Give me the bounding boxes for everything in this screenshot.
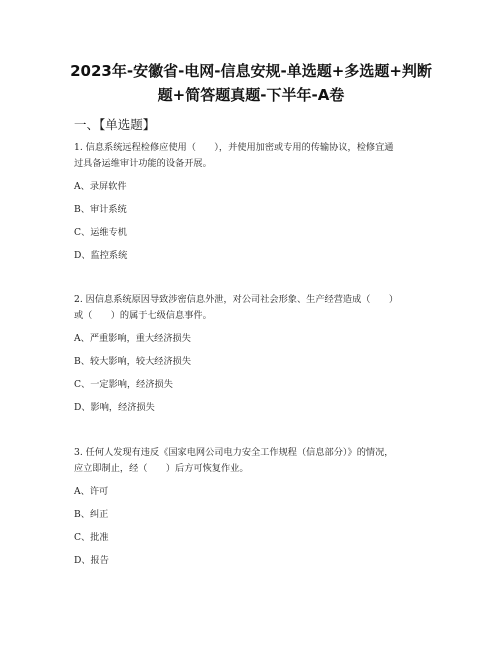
question-2-option-c: C、一定影响，经济损失 (74, 379, 173, 390)
question-2-option-d: D、影响，经济损失 (74, 402, 155, 413)
question-1-option-d: D、监控系统 (74, 250, 128, 261)
question-1-option-b: B、审计系统 (74, 204, 127, 215)
section-heading: 一、【单选题】 (74, 117, 156, 132)
question-2-option-a: A、严重影响，重大经济损失 (74, 333, 191, 344)
question-1-option-a: A、录屏软件 (74, 181, 127, 192)
question-2-stem-line-1: 2. 因信息系统原因导致涉密信息外泄，对公司社会形象、生产经营造成（ ） (74, 294, 399, 305)
document-title-line-2: 题+简答题真题-下半年-A卷 (157, 86, 345, 104)
question-3-option-a: A、许可 (74, 486, 109, 497)
question-1-stem-line-1: 1. 信息系统远程检修应使用（ ），并使用加密或专用的传输协议，检修宜通 (74, 142, 394, 153)
question-3-option-d: D、报告 (74, 555, 109, 566)
question-3-stem-line-1: 3. 任何人发现有违反《国家电网公司电力安全工作规程（信息部分）》的情况， (74, 447, 394, 458)
question-1-option-c: C、运维专机 (74, 227, 127, 238)
question-2-option-b: B、较大影响，较大经济损失 (74, 356, 192, 367)
question-3-stem-line-2: 应立即制止，经（ ）后方可恢复作业。 (74, 463, 249, 474)
question-3-option-b: B、纠正 (74, 509, 109, 520)
document-title-line-1: 2023年-安徽省-电网-信息安规-单选题+多选题+判断 (70, 62, 432, 80)
question-1-stem-line-2: 过具备运维审计功能的设备开展。 (74, 158, 212, 169)
question-3-option-c: C、批准 (74, 532, 109, 543)
question-2-stem-line-2: 或（ ）的属于七级信息事件。 (74, 310, 212, 321)
